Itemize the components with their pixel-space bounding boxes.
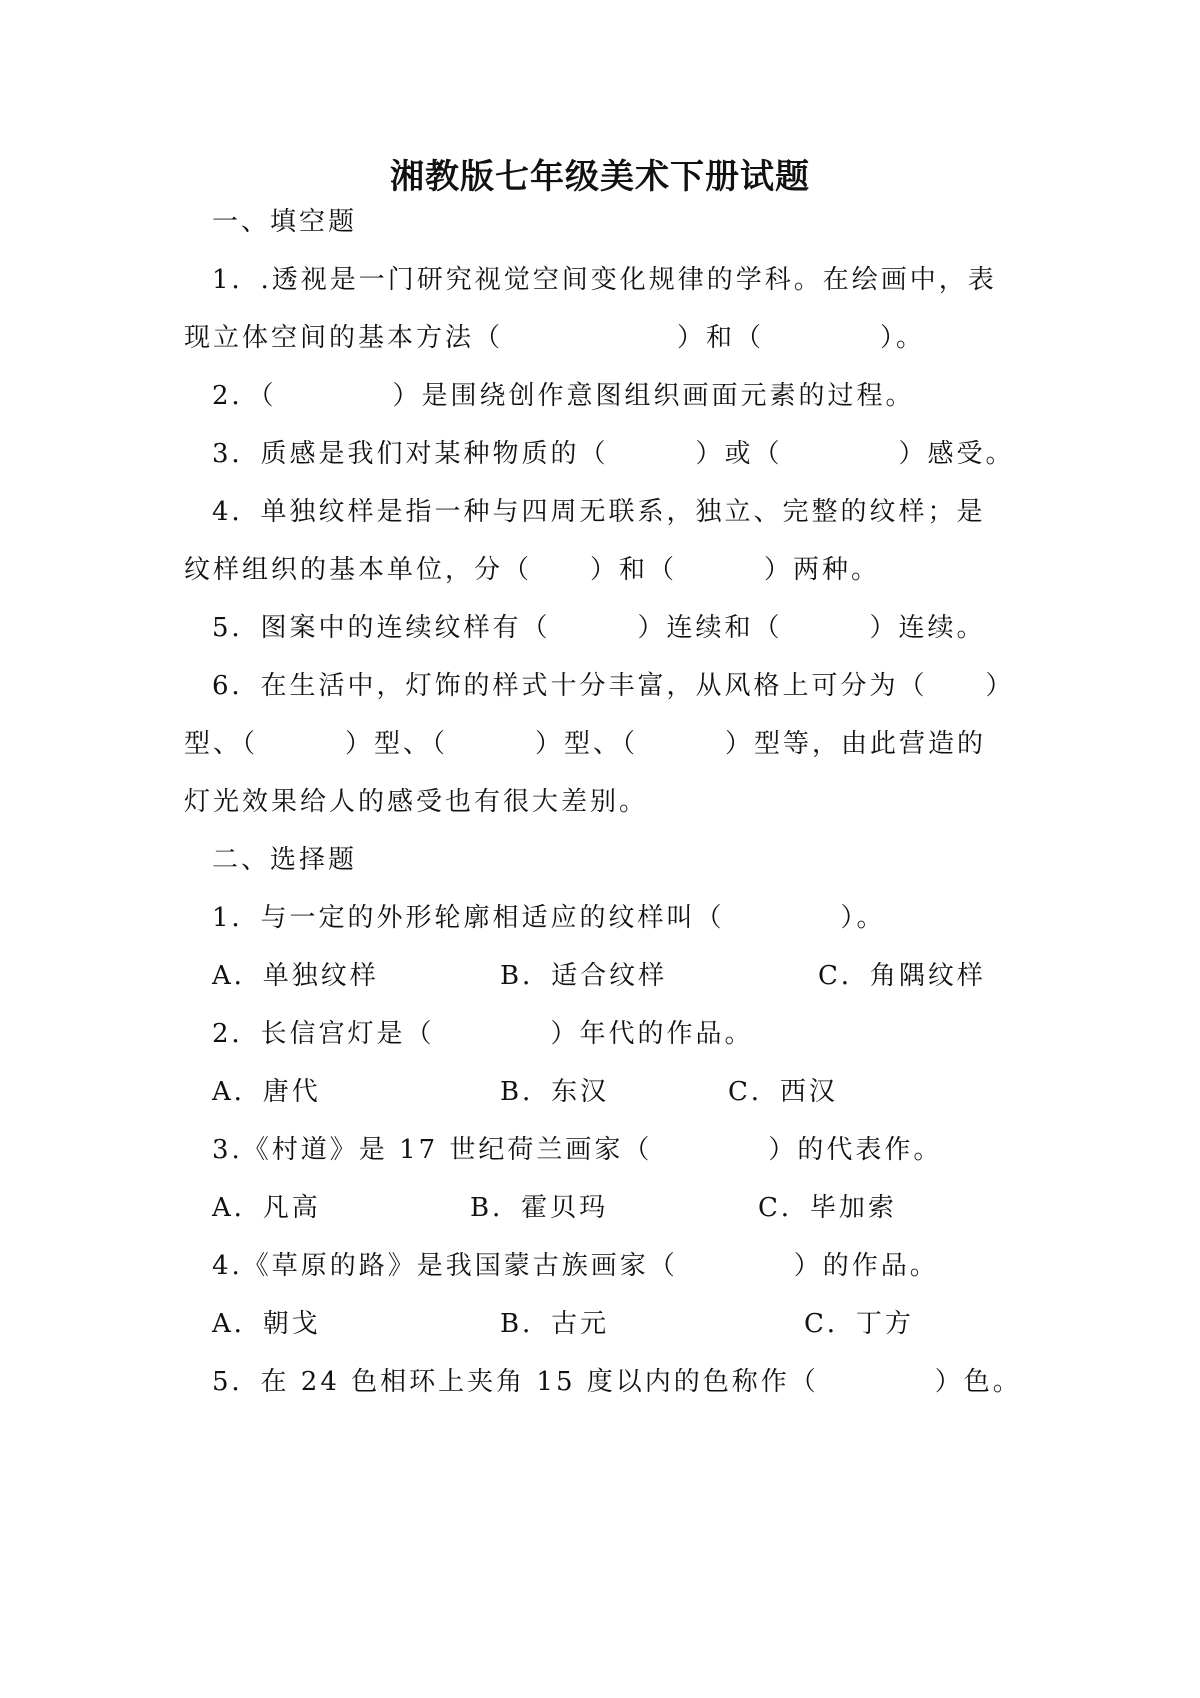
choice-3-option-b: B．霍贝玛: [470, 1193, 609, 1223]
choice-question-2: 2．长信宫灯是（ ）年代的作品。: [212, 1019, 754, 1049]
fill-question-6-line-2: 型、（ ）型、（ ）型、（ ）型等，由此营造的: [184, 729, 987, 759]
fill-question-6-line-3: 灯光效果给人的感受也有很大差别。: [184, 787, 649, 817]
fill-question-2: 2．（ ）是围绕创作意图组织画面元素的过程。: [212, 381, 915, 411]
fill-question-5: 5．图案中的连续纹样有（ ）连续和（ ）连续。: [212, 613, 986, 643]
choice-question-1: 1．与一定的外形轮廓相适应的纹样叫（ ）。: [212, 903, 886, 933]
choice-question-4: 4.《草原的路》是我国蒙古族画家（ ）的作品。: [212, 1251, 939, 1281]
choice-2-option-c: C．西汉: [728, 1077, 838, 1107]
fill-question-1-line-2: 现立体空间的基本方法（ ）和（ ）。: [184, 323, 926, 353]
fill-question-4-line-1: 4．单独纹样是指一种与四周无联系，独立、完整的纹样；是: [212, 497, 986, 527]
choice-1-option-c: C．角隅纹样: [818, 961, 986, 991]
choice-question-5: 5．在 24 色相环上夹角 15 度以内的色称作（ ）色。: [212, 1367, 1022, 1397]
fill-question-1-line-1: 1．.透视是一门研究视觉空间变化规律的学科。在绘画中，表: [212, 265, 997, 295]
choice-4-option-b: B．古元: [500, 1309, 610, 1339]
fill-question-3: 3．质感是我们对某种物质的（ ）或（ ）感受。: [212, 439, 1015, 469]
choice-1-option-b: B．适合纹样: [500, 961, 668, 991]
choice-1-option-a: A．单独纹样: [212, 961, 379, 991]
page-title: 湘教版七年级美术下册试题: [390, 157, 810, 197]
fill-question-4-line-2: 纹样组织的基本单位，分（ ）和（ ）两种。: [184, 555, 881, 585]
fill-question-6-line-1: 6．在生活中，灯饰的样式十分丰富，从风格上可分为（ ）: [212, 671, 1015, 701]
choice-question-3: 3.《村道》是 17 世纪荷兰画家（ ）的代表作。: [212, 1135, 943, 1165]
choice-3-option-a: A．凡高: [212, 1193, 321, 1223]
choice-4-option-c: C．丁方: [804, 1309, 914, 1339]
choice-4-option-a: A．朝戈: [212, 1309, 321, 1339]
section-heading-fill-in: 一、填空题: [212, 207, 358, 237]
section-heading-multiple-choice: 二、选择题: [212, 845, 358, 875]
choice-2-option-a: A．唐代: [212, 1077, 321, 1107]
choice-3-option-c: C．毕加索: [758, 1193, 897, 1223]
choice-2-option-b: B．东汉: [500, 1077, 610, 1107]
